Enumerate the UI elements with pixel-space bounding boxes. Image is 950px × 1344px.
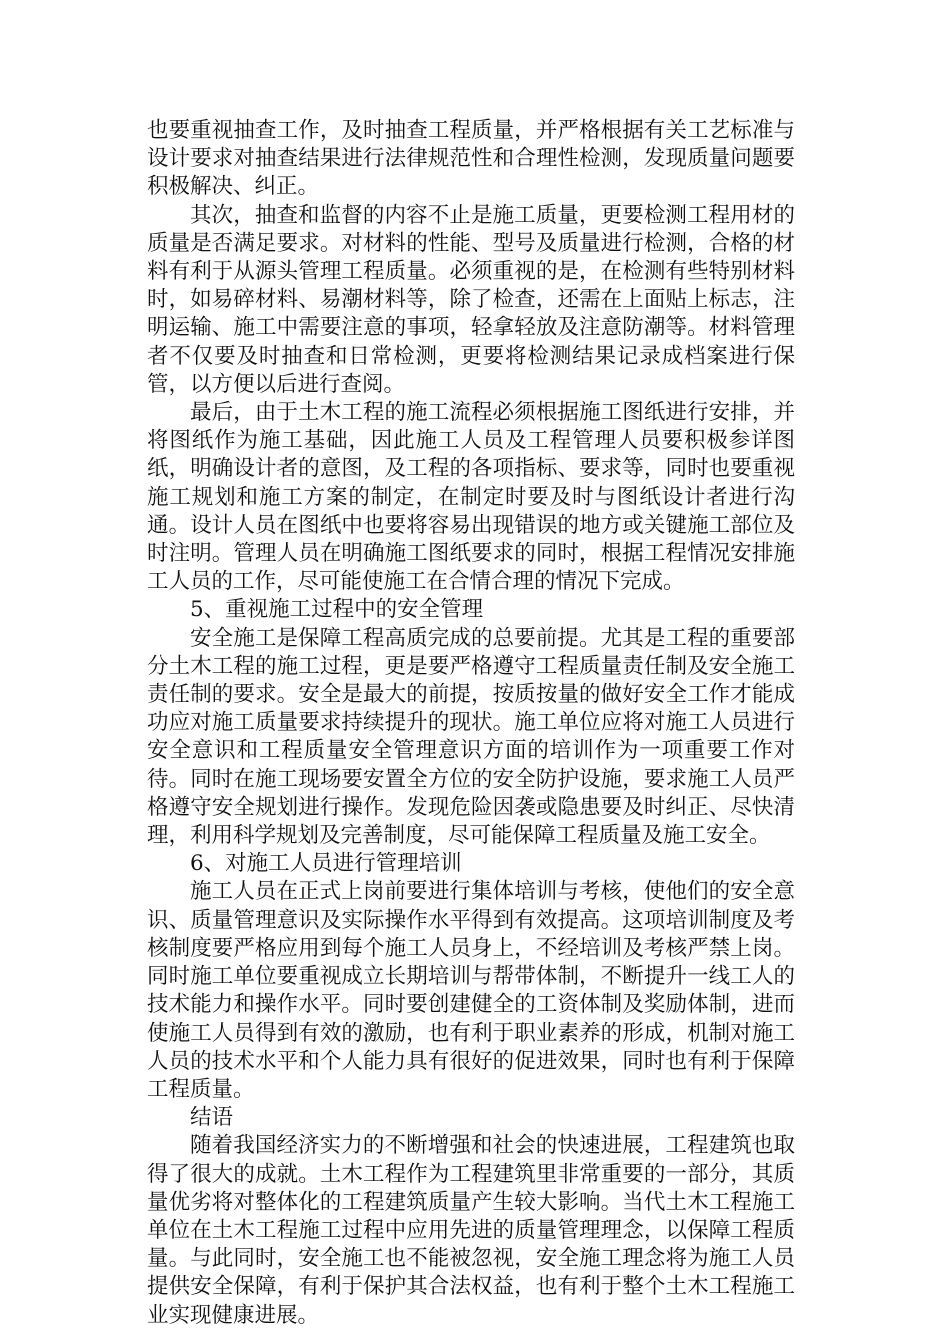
document-page (147, 117, 795, 1330)
section-heading-safety-management: 5、重视施工过程中的安全管理 (190, 597, 484, 623)
paragraph-quality-inspection-continued: 也要重视抽查工作，及时抽查工程质量，并严格根据有关工艺标准与设计要求对抽查结果进行法律规范性和合理性检测，发现质量问题要积极解决、纠正。 (147, 118, 795, 200)
section-heading-conclusion: 结语 (190, 1105, 234, 1131)
paragraph-conclusion: 随着我国经济实力的不断增强和社会的快速进展，工程建筑也取得了很大的成就。土木工程作为工程建筑里非常重要的一部分，其质量优劣将对整体化的工程建筑质量产生较大影响。当代土木工程施工单位在土木工程施工过程中应用先进的质量管理理念，以保障工程质量。与此同时，安全施工也不能被忽视，安全施工理念将为施工人员提供安全保障，有利于保护其合法权益，也有利于整个土木工程施工业实现健康进展。 (147, 1133, 795, 1328)
paragraph-personnel-training: 施工人员在正式上岗前要进行集体培训与考核，使他们的安全意识、质量管理意识及实际操作水平得到有效提高。这项培训制度及考核制度要严格应用到每个施工人员身上，不经培训及考核严禁上岗。同时施工单位要重视成立长期培训与帮带体制，不断提升一线工人的技术能力和操作水平。同时要创建健全的工资体制及奖励体制，进而使施工人员得到有效的激励，也有利于职业素养的形成，机制对施工人员的技术水平和个人能力具有很好的促进效果，同时也有利于保障工程质量。 (147, 879, 795, 1102)
paragraph-safety-management: 安全施工是保障工程高质完成的总要前提。尤其是工程的重要部分土木工程的施工过程，更是要严格遵守工程质量责任制及安全施工责任制的要求。安全是最大的前提，按质按量的做好安全工作才能成功应对施工质量要求持续提升的现状。施工单位应将对施工人员进行安全意识和工程质量安全管理意识方面的培训作为一项重要工作对待。同时在施工现场要安置全方位的安全防护设施，要求施工人员严格遵守安全规划进行操作。发现危险因袭或隐患要及时纠正、尽快清理，利用科学规划及完善制度，尽可能保障工程质量及施工安全。 (147, 625, 795, 849)
paragraph-material-inspection: 其次，抽查和监督的内容不止是施工质量，更要检测工程用材的质量是否满足要求。对材料的性能、型号及质量进行检测，合格的材料有利于从源头管理工程质量。必须重视的是，在检测有些特别材料时，如易碎材料、易潮材料等，除了检查，还需在上面贴上标志，注明运输、施工中需要注意的事项，轻拿轻放及注意防潮等。材料管理者不仅要及时抽查和日常检测，更要将检测结果记录成档案进行保管，以方便以后进行查阅。 (147, 202, 795, 397)
paragraph-construction-drawings: 最后，由于土木工程的施工流程必须根据施工图纸进行安排，并将图纸作为施工基础，因此施工人员及工程管理人员要积极参详图纸，明确设计者的意图，及工程的各项指标、要求等，同时也要重视施工规划和施工方案的制定，在制定时要及时与图纸设计者进行沟通。设计人员在图纸中也要将容易出现错误的地方或关键施工部位及时注明。管理人员在明确施工图纸要求的同时，根据工程情况安排施工人员的工作，尽可能使施工在合情合理的情况下完成。 (147, 400, 795, 595)
section-heading-personnel-training: 6、对施工人员进行管理培训 (190, 851, 462, 877)
